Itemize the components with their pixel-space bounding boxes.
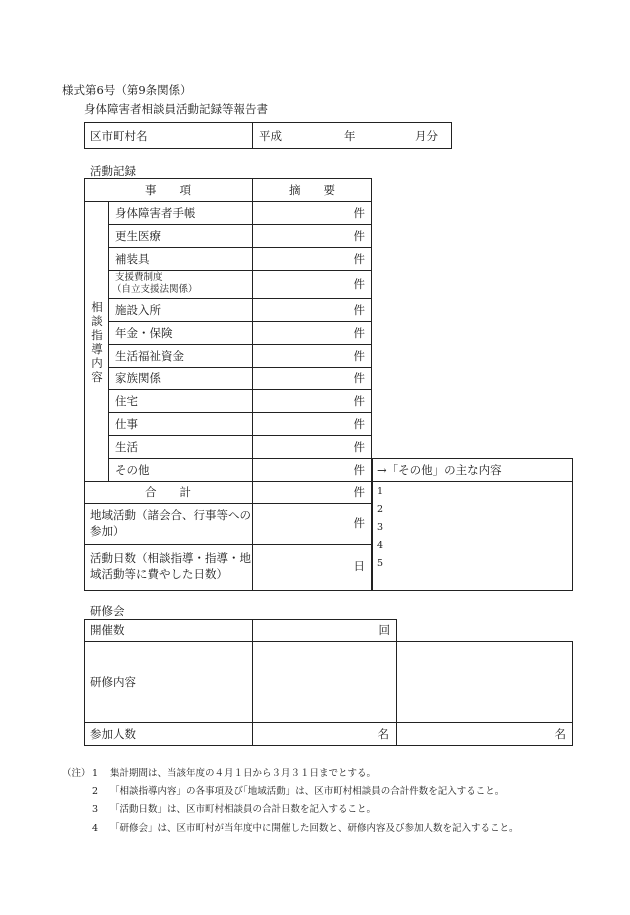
training-count-unit: 回 xyxy=(378,623,390,637)
divider xyxy=(108,247,372,248)
participants-label: 参加人数 xyxy=(90,727,136,741)
divider xyxy=(108,367,372,368)
unit-count: 件 xyxy=(353,326,365,340)
activity-days-label-cont: 域活動等に費やした日数） xyxy=(90,567,228,581)
unit-count: 件 xyxy=(353,463,365,477)
divider xyxy=(84,722,573,723)
unit-count: 件 xyxy=(353,303,365,317)
row-label-pension: 年金・保険 xyxy=(115,326,173,340)
row-label-support-system-sub: （自立支援法関係） xyxy=(112,284,198,295)
row-label-support-system: 支援費制度 xyxy=(115,272,163,283)
unit-count: 件 xyxy=(353,229,365,243)
divider xyxy=(108,321,372,322)
note-text: 「研修会」は、区市町村が当年度中に開催した回数と、研修内容及び参加人数を記入すること。 xyxy=(110,823,519,834)
note-text: 「相談指導内容」の各事項及び｢地域活動」は、区市町村相談員の合計件数を記入すること。 xyxy=(110,786,505,797)
row-label-disability-handbook: 身体障害者手帳 xyxy=(115,206,196,220)
other-item-number: 1 xyxy=(377,486,384,497)
divider xyxy=(108,224,372,225)
row-label-housing: 住宅 xyxy=(115,394,138,408)
other-item-number: 3 xyxy=(377,522,384,533)
divider xyxy=(108,389,372,390)
community-activity-label-cont: 参加） xyxy=(90,524,125,538)
other-contents-box xyxy=(372,458,573,591)
row-label-prosthetics: 補装具 xyxy=(115,252,150,266)
divider xyxy=(108,435,372,436)
participants-unit: 名 xyxy=(554,727,566,741)
training-count-label: 開催数 xyxy=(90,623,125,637)
municipality-label: 区市町村名 xyxy=(90,129,148,143)
row-label-welfare-funds: 生活福祉資金 xyxy=(115,349,184,363)
row-label-facility: 施設入所 xyxy=(115,303,161,317)
community-activity-label: 地域活動（諸会合、行事等への xyxy=(90,508,251,522)
unit-count: 件 xyxy=(353,371,365,385)
unit-count: 件 xyxy=(353,349,365,363)
note-number: 1 xyxy=(92,768,99,779)
training-section-title: 研修会 xyxy=(90,604,125,618)
row-label-living: 生活 xyxy=(115,440,138,454)
era-label: 平成 xyxy=(259,129,282,143)
column-header-summary: 摘 要 xyxy=(289,183,335,197)
divider xyxy=(252,122,253,149)
other-item-number: 4 xyxy=(377,540,384,551)
divider xyxy=(84,503,372,504)
unit-count: 件 xyxy=(353,277,365,291)
divider xyxy=(108,458,372,459)
unit-count: 件 xyxy=(353,417,365,431)
activity-days-label: 活動日数（相談指導・指導・地 xyxy=(90,551,251,565)
training-content-label: 研修内容 xyxy=(90,675,136,689)
year-label: 年 xyxy=(344,129,356,143)
unit-count: 件 xyxy=(353,440,365,454)
divider xyxy=(108,412,372,413)
document-title: 身体障害者相談員活動記録等報告書 xyxy=(84,102,268,116)
row-label-rehab-medical: 更生医療 xyxy=(115,229,161,243)
column-header-item: 事 項 xyxy=(145,183,191,197)
row-label-family: 家族関係 xyxy=(115,371,161,385)
unit-count: 件 xyxy=(353,394,365,408)
group-label-consultation: 相談指導内容 xyxy=(91,300,103,384)
unit-count: 件 xyxy=(353,206,365,220)
row-label-work: 仕事 xyxy=(115,417,138,431)
row-label-other: その他 xyxy=(115,463,150,477)
divider xyxy=(84,544,372,545)
other-contents-header: →「その他」の主な内容 xyxy=(377,463,502,477)
unit-days: 日 xyxy=(353,559,365,573)
note-text: 「活動日数」は、区市町村相談員の合計日数を記入すること。 xyxy=(110,804,377,815)
other-item-number: 2 xyxy=(377,504,384,515)
divider xyxy=(108,201,109,481)
divider xyxy=(108,344,372,345)
other-item-number: 5 xyxy=(377,558,384,569)
divider xyxy=(108,270,372,271)
note-number: 3 xyxy=(92,804,99,815)
note-number: 2 xyxy=(92,786,99,797)
total-label: 合 計 xyxy=(145,485,191,499)
divider xyxy=(84,481,372,482)
unit-count: 件 xyxy=(353,516,365,530)
divider xyxy=(84,201,372,202)
month-label: 月分 xyxy=(415,129,438,143)
unit-count: 件 xyxy=(353,252,365,266)
note-number: 4 xyxy=(92,823,99,834)
divider xyxy=(108,298,372,299)
unit-count: 件 xyxy=(353,485,365,499)
divider xyxy=(372,481,573,482)
participants-unit: 名 xyxy=(377,727,389,741)
note-text: 集計期間は、当該年度の４月１日から３月３１日までとする。 xyxy=(110,768,377,779)
notes-prefix: （注） xyxy=(62,768,91,779)
activity-section-title: 活動記録 xyxy=(90,164,136,178)
form-number-label: 様式第6号（第9条関係） xyxy=(62,83,192,97)
